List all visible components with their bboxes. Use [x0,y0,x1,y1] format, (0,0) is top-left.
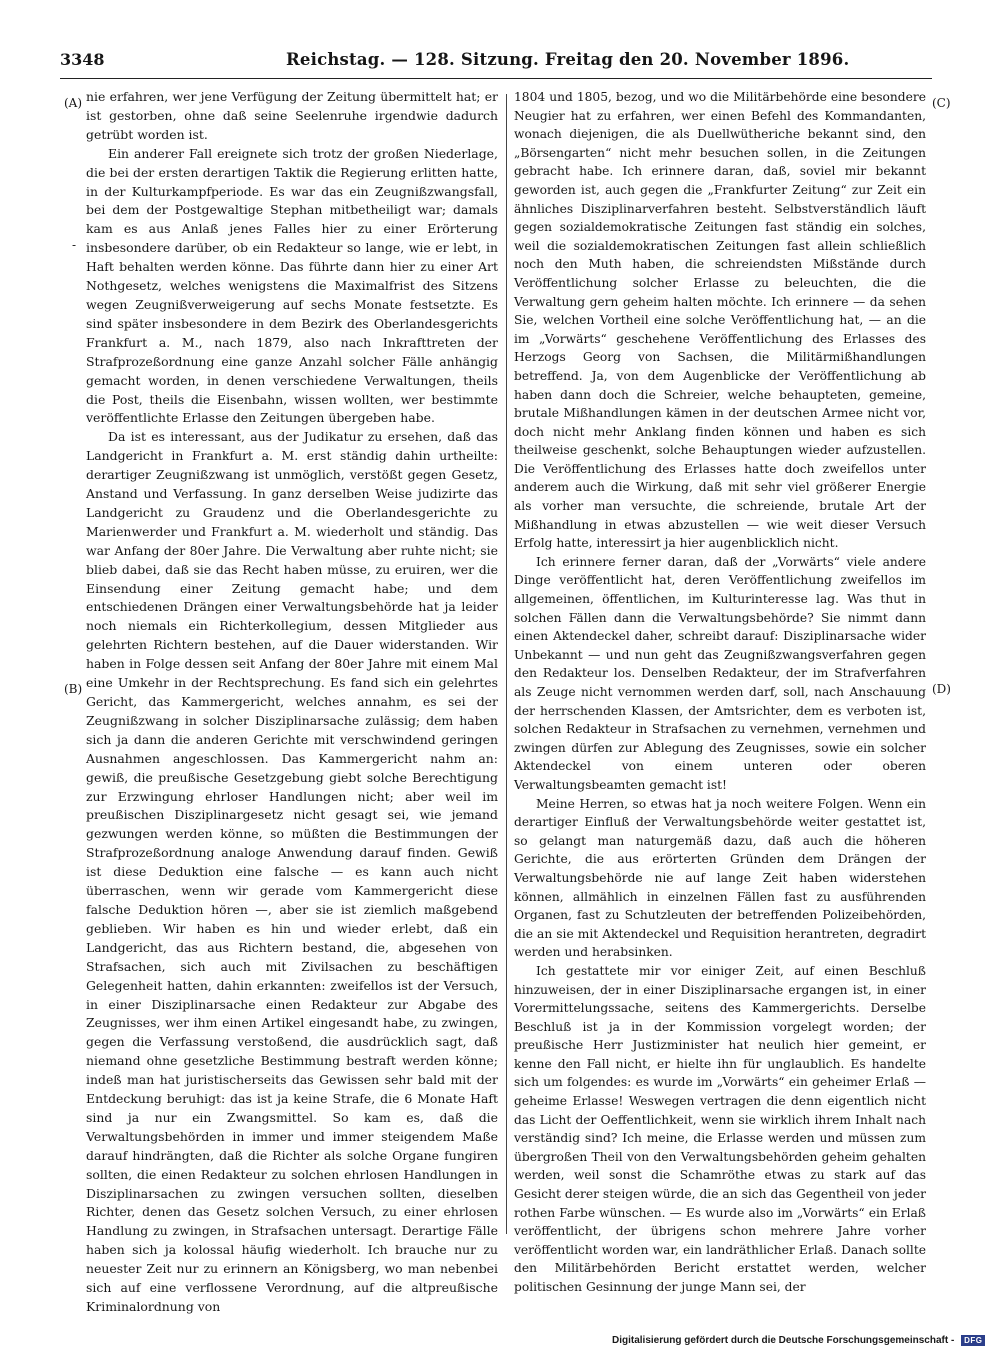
paragraph: Meine Herren, so etwas hat ja noch weitere Folgen. Wenn ein derartiger Einfluß der Verwaltungsbehörde weiter gestattet ist, so gelangt man naturgemäß dazu, daß auch die höheren Gerichte, die aus erörterten Gründen dem Drängen der Verwaltungsbehörde nie auf lange Zeit haben widerstehen können, allmählich in einzelnen Fällen fast zu ausführenden Organen, fast zu Schutzleuten der betreffenden Polizeibehörden, die an sie mit Aktendeckel und Requisition herantreten, degradirt werden und herabsinken. [514,796,926,960]
right-column [514,88,926,1297]
page-header [60,46,932,76]
page-number: 3348 [60,50,105,69]
margin-tick: - [72,238,77,252]
digitization-footer [612,1335,992,1349]
paragraph: Ich erinnere ferner daran, daß der „Vorwärts“ viele andere Dinge veröffentlicht hat, deren Veröffentlichung zweifellos im allgemeinen, öffentlichen, im Kulturinteresse lag. Was thut in solchen Fällen dann die Verwaltungsbehörde? Sie nimmt dann einen Aktendeckel daher, schreibt darauf: Disziplinarsache wider Unbekannt — und nun geht das Zeugnißzwangsverfahren gegen den Redakteur los. Denselben Redakteur, der im Strafverfahren als Zeuge nicht vernommen werden darf, soll, nach Anschauung der herrschenden Klassen, der Amtsrichter, dem es verboten ist, solchen Redakteur in Strafsachen zu vernehmen, vernehmen und zwingen dürfen zur Ablegung des Zeugnisses, sowie ein solcher Aktendeckel von einem unteren oder oberen Verwaltungsbeamten gemacht ist! [514,554,926,792]
paragraph: Ein anderer Fall ereignete sich trotz der großen Niederlage, die bei der ersten derartigen Taktik die Regierung erlitten hatte, in der Kulturkampfperiode. Es war das ein Zeugnißzwangsfall, bei dem der Postgewaltige Stephan mitbetheiligt war; damals kam es aus Anlaß jenes Falles hier zu einer Erörterung insbesondere darüber, ob ein Redakteur so lange, wie er lebt, in Haft behalten werden könne. Das führte dann hier zu einer Art Nothgesetz, welches wenigstens die Maximalfrist des Sitzens wegen Zeugnißverweigerung auf sechs Monate festsetzte. Es sind später insbesondere in dem Bezirk des Oberlandesgerichts Frankfurt a. M., nach 1879, also nach Inkrafttreten der Strafprozeßordnung eine ganze Anzahl solcher Fälle anhängig gemacht worden, in denen verschiedene Verwaltungen, theils die Post, theils die Eisenbahn, wissen wollten, wer bestimmte veröffentlichte Erlasse den Zeitungen übergeben habe. [86,145,498,426]
paragraph: Da ist es interessant, aus der Judikatur zu ersehen, daß das Landgericht in Frankfurt a. M. erst ständig dahin urtheilte: derartiger Zeugnißzwang ist unmöglich, verstößt gegen Gesetz, Anstand und Verfassung. In ganz derselben Weise judizirte das Landgericht zu Graudenz und die Oberlandesgerichte zu Marienwerder und Frankfurt a. M. wiederholt und ständig. Das war Anfang der 80er Jahre. Die Verwaltung aber ruhte nicht; sie blieb dabei, daß sie das Recht haben müsse, zu eruiren, wer die Einsendung einer Zeitung gemacht habe; und dem entschiedenen Drängen einer Verwaltungsbehörde hat ja leider noch niemals ein Richterkollegium, dessen Mitglieder aus gelehrten Richtern bestehen, auf die Dauer widerstanden. Wir haben in Folge dessen seit Anfang der 80er Jahre mit einem Mal eine Umkehr in der Rechtsprechung. Es fand sich ein gelehrtes Gericht, das Kammergericht, welches annahm, es sei der Zeugnißzwang in solcher Disziplinarsache zulässig; dem haben sich ja dann die anderen Gerichte mit verschwindend geringen Ausnahmen angeschlossen. Das Kammergericht nahm an: gewiß, die preußische Gesetzgebung giebt solche Berechtigung zur Erzwingung ehrloser Handlungen nicht; aber weil im preußischen Disziplinargesetz nicht gesagt sei, wie jemand gezwungen werden könne, so müßten die Bestimmungen der Strafprozeßordnung analoge Anwendung darauf finden. Gewiß ist diese Deduktion eine falsche — es kann auch nicht überraschen, wenn wir gerade vom Kammergericht diese falsche Deduktion hören —, aber sie ist ziemlich maßgebend geblieben. Wir haben es hin und wieder erlebt, daß ein Landgericht, das aus Richtern bestand, die, abgesehen von Strafsachen, sich auch mit Zivilsachen zu beschäftigen Gelegenheit hatten, dahin erkannten: zweifellos ist der Versuch, in einer Disziplinarsache einen Redakteur zur Abgabe des Zeugnisses, wer ihm einen Artikel eingesandt habe, zu zwingen, gegen die Verfassung verstoßend, die ausdrücklich sagt, daß niemand ohne gesetzliche Bestimmung bestraft werden könne; indeß man hat juristischerseits das Gewissen sehr bald mit der Entdeckung beruhigt: das ist ja keine Strafe, die 6 Monate Haft sind ja nur ein Zwangsmittel. So kam es, daß die Verwaltungsbehörden in immer und immer steigendem Maße darauf hindrängten, daß die Richter als solche Organe fungiren sollten, die einen Redakteur zu solchen ehrlosen Handlungen in Disziplinarsachen zu zwingen versuchen sollten, dieselben Richter, denen das Gesetz solchen Versuch, zu einer ehrlosen Handlung zu zwingen, in Strafsachen untersagt. Derartige Fälle haben sich ja kolossal häufig wiederholt. Ich brauche nur zu neuester Zeit nur zu erinnern an Königsberg, wo man nebenbei sich auf eine verflossene Verordnung, auf die altpreußische Kriminalordnung von [86,429,498,1314]
margin-marker-d: (D) [932,682,951,696]
left-column [86,88,498,1317]
margin-marker-c: (C) [932,96,951,110]
header-rule [60,78,932,79]
dfg-logo: DFG [961,1335,985,1346]
paragraph: Ich gestattete mir vor einiger Zeit, auf einen Beschluß hinzuweisen, der in einer Disziplinarsache ergangen ist, in einer Vorermittelungssache, seitens des Kammergerichts. Derselbe Beschluß ist ja in der Kommission vorgelegt worden; der preußische Herr Justizminister hat neulich hier gemeint, er kenne den Fall nicht, er hielte ihn für unglaublich. Es handelte sich um folgendes: es wurde im „Vorwärts“ ein geheimer Erlaß — geheime Erlasse! Weswegen vertragen die denn eigentlich nicht das Licht der Oeffentlichkeit, wenn sie wirklich ihrem Inhalt nach verständig sind? Ich meine, die Erlasse werden und müssen zum übergroßen Theil von den Verwaltungsbehörden geheim gehalten werden, weil sonst die Schamröthe etwas zu stark auf das Gesicht derer steigen würde, die an sich das Gegentheil von jeder rothen Farbe wünschen. — Es wurde also im „Vorwärts“ ein Erlaß veröffentlicht, der übrigens schon mehrere Jahre vorher veröffentlicht worden war, ein landräthlicher Erlaß. Danach sollte den Militärbehörden Bericht erstattet werden, welcher politischen Gesinnung der junge Mann sei, der [514,963,926,1294]
running-title: Reichstag. — 128. Sitzung. Freitag den 20. November 1896. [286,50,850,69]
column-divider [506,94,507,1234]
margin-marker-a: (A) [64,96,83,110]
margin-marker-b: (B) [64,682,83,696]
paragraph: 1804 und 1805, bezog, und wo die Militärbehörde eine besondere Neugier hat zu erfahren, wer einen Befehl des Kommandanten, wonach diejenigen, die als Duellwütheriche bekannt sind, den „Börsengarten“ nicht mehr besuchen sollen, in die Zeitungen gebracht habe. Ich erinnere daran, daß, soviel mir bekannt geworden ist, auch gegen die „Frankfurter Zeitung“ zur Zeit ein ähnliches Disziplinarverfahren besteht. Selbstverständlich läuft gegen sozialdemokratische Zeitungen fast ständig ein solches, weil die sozialdemokratischen Zeitungen fast allein schließlich noch den Muth haben, die schreiendsten Mißstände durch Veröffentlichung solcher Erlasse zu beleuchten, die die Verwaltung gern geheim halten möchte. Ich erinnere — da sehen Sie, welchen Vortheil eine solche Veröffentlichung hat, — an die im „Vorwärts“ geschehene Veröffentlichung des Erlasses des Herzogs Georg von Sachsen, die Militärmißhandlungen betreffend. Ja, von dem Augenblicke der Veröffentlichung ab haben dann doch die Schreier, welche behaupteten, gemeine, brutale Mißhandlungen kämen in der deutschen Armee nicht vor, doch nicht mehr Anklang finden können und haben es sich theilweise geschenkt, solche Behauptungen wieder aufzustellen. Die Veröffentlichung des Erlasses hatte doch zweifellos unter anderem auch die Wirkung, daß mit sehr viel größerer Energie als vorher man versuchte, die schreiende, brutale Art der Mißhandlung in etwas abzustellen — wie weit dieser Versuch Erfolg hatte, interessirt ja hier augenblicklich nicht. [514,90,926,551]
footer-text: Digitalisierung gefördert durch die Deutsche Forschungsgemeinschaft - [612,1335,955,1347]
paragraph: nie erfahren, wer jene Verfügung der Zeitung übermittelt hat; er ist gestorben, ohne daß seine Seelenruhe irgendwie dadurch getrübt worden ist. [86,89,498,142]
